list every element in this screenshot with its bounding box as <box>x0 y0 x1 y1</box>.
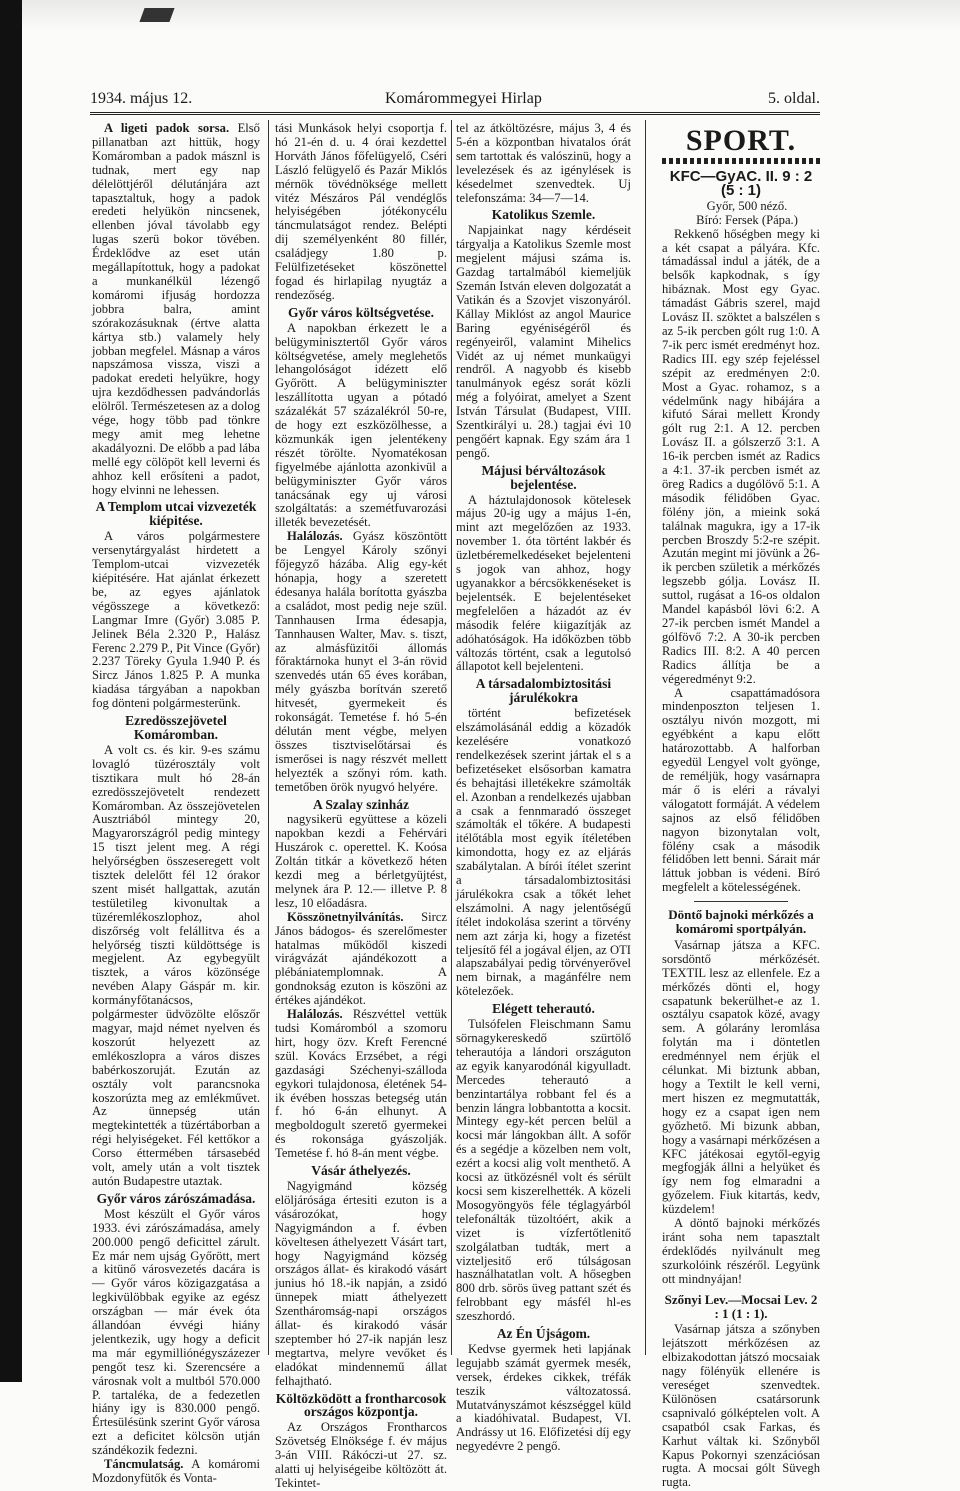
article-body <box>92 744 260 1189</box>
match-score: KFC—GyAC. II. 9 : 2 (5 : 1) <box>669 168 813 199</box>
article-title: A társadalombiztositási járulékokra <box>475 676 612 706</box>
article-title: Ezredösszejövetel Komáromban. <box>125 713 227 742</box>
article-body <box>275 530 447 794</box>
article-body: Vasárnap játsza a KFC. sorsdöntő mérkőzését. TEXTIL lesz az ellenfele. Ez a mérkőzés dönti el, hogy csapatunk bekerülhet-e az 1. osztályu csapatok közé, avagy sem. A gólarány leromlása folytán ma i döntetlen eredménnyel nem érjük el célunkat. Mi biztunk abban, hogy a Textilt le kell verni, mert hiszen ez megmutatták, hogy ez a csapat igen nem győzhető. Mi bizunk abban, hogy a vasárnapi mérkőzésen a KFC játékosai egytől-egyig megfogják állni a helyüket és így nem fog elmaradni a győzelem. Fiuk kitartás, kedv, küzdelem! <box>662 937 820 1217</box>
page-header <box>90 90 820 112</box>
article-body <box>275 1421 447 1491</box>
article-headword: Kösszönetnyilvánítás. <box>287 909 404 924</box>
article-text: Sircz János bádogos- és szerelőmester hatalmas működől kiszedi virágvázát ajándékozott a plébániatemplomnak. A gondnokság ezuton is köszöni az értékes ajándékot. <box>275 909 447 1008</box>
article-title: Az Én Újságom. <box>496 1326 591 1342</box>
article-title: Májusi bérváltozások bejelentése. <box>481 462 606 492</box>
article-text: tási Munkások helyi csoportja f. hó 21-én d. u. 4 órai kezdettel Horváth János főfelügyelő, Cséri László felügyelő és Pazár Miklós mérnök tövédnöksége mellett vitéz Mészáros Pál vendéglős helyiségében jótékonycélu táncmulatságot rendez. Belépti dij személyenként 80 fillér, családjegy 1.80 p. Felülfizetéseket köszönettel fogad és hirlapilag nyugtáz a rendezőség. <box>275 121 447 302</box>
article-text: Az Országos Frontharcos Szövetség Elnöksége f. év május 3-án VIII. Rákóczi-ut 27. sz. alatti uj helyiségeibe költözött át. Tekintet- <box>275 1420 447 1490</box>
article-title: A Templom utcai vizvezeték kiépitése. <box>95 499 257 529</box>
column-rule <box>268 120 269 1355</box>
article-title: A Szalay szinház <box>312 796 409 812</box>
article-title: Győr város zárószámadása. <box>96 1190 256 1206</box>
header-date: 1934. május 12. <box>90 90 193 107</box>
article-title: Szőnyi Lev.—Mocsai Lev. 2 : 1 (1 : 1). <box>664 1291 818 1321</box>
article-body <box>275 813 447 910</box>
match-venue: Győr, 500 néző. <box>706 198 788 213</box>
article-body <box>275 122 447 303</box>
article-text: Kedvse gyermek heti lapjának legujabb számát gyermek mesék, versek, érdekes cikkek, tréfák teszik változatossá. Mutatványszámot készséggel küld a kiadóhivatal. Budapest, VI. Andrássy ut 16. Előfizetési díj egy negyedévre 2 pengő. <box>456 1341 631 1454</box>
article-text: Most készült el Győr város 1933. évi zárószámadása, amely 200.000 pengő deficittel zárult. Ez már nem ujság Győrött, mert a kitünő városvezetés dacára is — Győr város közigazgatása a legkivülöbbak egyike az egész országban — már évek óta állandóan évvégi hiány jelentkezik, ugy hogy a deficit ma már egymilliónégyszázezer pengőt tesz ki. Szerencsére a városnak volt a multból 570.000 P. tartaléka, de a fedezetlen hiány igy is 830.000 pengő. Értesülésünk szerint Győr városa ezt a deficitet kölcsön utján szándékozik fedezni. <box>92 1206 260 1458</box>
article-headword: Halálozás. <box>287 529 343 544</box>
article-headword: A ligeti padok sorsa. <box>104 121 230 135</box>
article-body <box>92 530 260 711</box>
scan-smudge <box>139 8 174 22</box>
divider <box>694 901 789 902</box>
column-rule <box>451 120 452 1355</box>
column-3 <box>456 122 631 1454</box>
match-report: A csapattámadósora mindenposzton teljesen 1. osztályu nivón mozgott, mi egyébként a kapu előtt határozottabb. A halforban egyedül Lengyel volt gyönge, de reméljük, hogy vasárnapra már ő is eléri a rávalyi válogatott formáját. A védelem sajnos az első félidőben nagyon bizonytalan volt, fölény csak a második félidőben lett benni. Sárait már láttuk jobban is védeni. Bíró megfelelt a kötelességének. <box>662 685 820 895</box>
article-body <box>275 322 447 531</box>
article-text: történt befizetések elszámolásánál eddig a közadók kezelésére vonatkozó rendelkezések szerint jártak el s a befizetéseket elsősorban kamatra és behajtási illetékekre számolták el. Azonban a rendelkezés ujabban a csak a fennmaradó összeget számolták el tőkére. A budapesti itélőtábla most egyik ítéletében kimondotta, hogy ez az eljárás szabálytalan. A bírói ítélet szerint a társadalombiztositási járulékokra csak a tőkét lehet elszámolni. A nagy jelentőségű ítélet indokolása szerint a törvény nem azt zárja ki, hogy a fizetést teljesítő fél a jogával éljen, az OTI alapszabályai pedig törvényerővel nem birnak, a magánfélre nem kötelezőek. <box>456 706 631 999</box>
article-title: Döntő bajnoki mérkőzés a komáromi sportpályán. <box>668 907 814 937</box>
article-text: Napjainkat nagy kérdéseit tárgyalja a Katolikus Szemle most megjelent májusi száma is. Gazdag tartalmából kiemeljük Szemán István eleven dolgozatát a Vatikán és a Szovjet viszonyáról. Kállay Miklóst az angol Maurice Baring egyéniségéről és regényeiről, valamint Mihelics Vidét az uj német munkaügyi rendről. A nagyobb és kisebb tanulmányok egész sorát közli még a folyóirat, amelyet a Szent István Társulat (Budapest, VIII. Szentkirályi u. 28.) tagjai évi 10 pengőért kapnak. Egy szám ára 1 pengő. <box>456 223 631 460</box>
article-body <box>275 1180 447 1389</box>
column-rule <box>645 120 646 1355</box>
article-text: A háztulajdonosok kötelesek május 20-ig ugy a május 1-én, mint azt megelőzően az 1933. november 1. óta történt lakbér és üzletbéremelkedéseket bejelenteni s jogok van ahhoz, hogy ugyanakkor a bércsökkenéseket is bejelentsék. E bejelentéseket megfelelően a házadót az év második felére kiigazítják az adóhatóságok. Ha időközben több változás történt, csak a legutolsó állapotot kell bejelenteni. <box>456 492 631 674</box>
article-body <box>456 224 631 460</box>
article-text: A város polgármestere versenytárgyalást hirdetett a Templom-utcai vizvezeték kiépitésére. Hat ajánlat érkezett be, az egyes ajánlatok végösszege a következő: Langmar Imre (Győr) 3.085 P. Jelinek Béla 2.320 P., Halász Ferenc 2.279 P., Pit Vince (Győr) 2.237 Töreky Gyula 1.940 P. és Sircz János 1.825 P. A munka kiadása tárgyában a napokban fog dönteni polgármesterünk. <box>92 529 260 711</box>
article-body <box>456 1343 631 1454</box>
article-text: Első pillanatban azt hittük, hogy Komáromban a padok másznl is tudnak, mert egy nap délelöttjéről délutánjára azt tapasztaltuk, hogy a padok eredeti helyükön nincsenek, ellenben jóval távolabb egy lugas szerü bokor tövében. Érdeklődve az eset után megállapítottuk, hogy a padokat a munkanélkül lézengő komáromi ifjuság hordozza jobbra balra, amint szórakozásuknak (értve alatta kártya stb.) valamely hely jobban megfelel. Másnap a város napszámosa vissza, viszi a padokat eredeti helyükre, hogy ujra kezdődhessen padvándorlás elölről. Természetesen az a dolog vége, hogy több pad tönkre megy amit meg lehetne akadályozni. De előbb a pad lába mellé egy cölöpöt kell leverni és ahhoz kell erősíteni a padot, hogy elvinni ne lehessen. <box>92 121 260 497</box>
article-title: Vásár áthelyezés. <box>311 1163 411 1179</box>
column-2 <box>275 122 447 1491</box>
wavy-rule <box>662 158 820 164</box>
header-rule <box>90 112 820 115</box>
article-text: nagysikerü együttese a közeli napokban kezdi a Fehérvári Huszárok c. operettel. K. Koósa Zoltán titkár a következő héten kezdi meg a bérletgyüjtést, melynek ára P. 12.— illetve P. 8 lesz, 10 előadásra. <box>275 812 447 910</box>
column-4-sport <box>662 122 820 1490</box>
article-headword: Táncmulatság. <box>104 1457 184 1472</box>
article-body: Vasárnap játsza a szőnyben lejátszott mérkőzésen az elbizakodottan játszó mocsaiak nagy fölényük ellenére is vereséget szenvedtek. Különösen csatársorunk csapnivaló gólképtelen volt. A csapatból csak Farkas, és Karhut váltak ki. Szőnyből Kapus Pokornyi szenzációsan rugta. A mocsai gólt Süvegh rugta. <box>662 1322 820 1490</box>
match-report: Rekkenő hőségben megy ki a két csapat a pályára. Kfc. támadással indul a játék, de a belsők kapkodnak, s így hibáznak. Most egy Gyac. támadást Gábris szerel, majd Lovász II. szöktet a balszélen s az 5-ik percben gólt rug 1:0. A 7-ik perc ismét eredményt hoz. Radics III. egy szép fejeléssel szépit az eredményen 2:0. Most a Gyac. rohamoz, s a védelműnk nagy hibájára a kifutó Sárai mellett Krondy gólt rug 2:1. A 12. percben Lovász II. a gólszerző 3:1. A 16-ik percben ismét az Radics a 4:1. 37-ik percben ismét az öreg Radics a dugólövő 5:1. A második félidőben Gyac. fölény jön, a mieink soká találnak magukra, igy a 17-ik percben Broszdy 5:2-re szépit. Azután megint mi jövünk a 26-ik percben születik a mérkőzés legszebb gólja. Lovász II. suttol, rugásat a 16-os oldalon Mandel kapásból lövi 6:2. A 27-ik percben ismét Mandel a gólfövő 7:2. A 30-ik percben Radics III. 8:2. A 40 percen Radics állítja be a végeredményt 9:2. <box>662 226 820 686</box>
article-text: A komáromi Mozdonyfütők és Vonta- <box>92 1457 260 1485</box>
article-title: Katolikus Szemle. <box>491 207 596 223</box>
scanner-edge <box>0 0 22 1382</box>
article-text: A napokban érkezett le a belügyminisztertől Győr város költségvetése, amely meglehetős lehangolóságot idézett elő Győrött. A belügyminiszter leszállította ugyan a pótadó százalékát 57 százalékról 50-re, de hogy ezt eszközölhesse, a közmunkák igen jelentékeny részét törölte. Nyomatékosan figyelmébe ajánlotta azonkivül a belügyminiszter Győr város tanácsának egy uj városi szolgáltatás: a szemétfuvarozási illeték bevezetését. <box>275 320 447 530</box>
sport-title: SPORT. <box>685 124 797 157</box>
article-body <box>92 122 260 497</box>
article-body <box>92 1208 260 1458</box>
article-text: tel az átköltözésre, május 3, 4 és 5-én a központban hivatalos órát sem tartottak és valószinü, hogy a levelezések és az igénylések is késedelmet szenvedtek. Uj telefonszáma: 34—7—14. <box>456 121 631 205</box>
match-referee: Bíró: Fersek (Pápa.) <box>696 212 798 227</box>
article-body <box>92 1458 260 1486</box>
article-text: Részvéttel vettük tudsi Komáromból a szomoru hirt, hogy özv. Kreft Ferencné szül. Kovács Erzsébet, a régi gazdasági Széchenyi-szálloda egykori tulajdonosa, életének 54-ik évében hosszas betegség után f. hó 6-án elhunyt. A megboldogult szerető gyermekei és rokonsága gyászolják. Temetése f. hó 8-án ment végbe. <box>275 1007 447 1161</box>
article-body <box>275 911 447 1008</box>
article-body <box>456 1018 631 1324</box>
column-1 <box>92 122 260 1486</box>
header-page-number: 5. oldal. <box>768 90 820 107</box>
header-paper-name: Komárommegyei Hirlap <box>385 90 542 107</box>
article-text: Tulsófelen Fleischmann Samu sörnagykereskedő szürtölő teherautója a lándori országuton az egyik kanyarodónál kigyulladt. Mercedes teherautó a benzintartálya robbant fel és a benzin lángra lobbantotta a kocsit. Mintegy egy-két percen belül a kocsi már lángokban állt. A sofőr és a segédje a közelben nem volt, ezért a kocsi alig volt menthető. A kocsi az ütközésnél volt és sérült kocsi sem kiszerelhették. A közeli Mosogyöngyös féle téglagyárból telefonálták tüzoltóért, akik a vizet is vízfertőtlenitő szolgálatban tudták, mert a vizteljesitő erő túlságosan használhatatlan volt. A hősegben 800 drb. sörös üveg pattant szét és felrobbant egy másfél hl-es szeszhordó. <box>456 1017 631 1324</box>
article-text: Nagyigmánd község elöljárósága értesiti ezuton is a vásározókat, hogy Nagyigmándon a f. évben köveltesen áthelyezett Vásárt tart, hogy Nagyigmánd község országos állat- és kirakodó vásárt junius hó 18.-ik napján, a zsidó ünnepek miatt áthelyezett Szentháromság-napi országos állat- és kirakodó vásár szeptember hó 27-ik napján lesz megtartva, melyre vevőket és eladókat mindennemű állat felhajtható. <box>275 1178 447 1388</box>
article-title: Költözködött a frontharcosok országos központja. <box>275 1390 447 1420</box>
article-body <box>456 494 631 675</box>
page-top-strip <box>22 0 960 30</box>
article-body <box>456 707 631 999</box>
article-body <box>275 1008 447 1161</box>
article-body: A döntő bajnoki mérkőzés iránt soha nem tapasztalt érdeklődés nyilvánult meg szurkolóink részéről. Legyünk ott mindnyájan! <box>662 1216 820 1286</box>
article-title: Győr város költségvetése. <box>287 304 435 320</box>
article-text: Gyász köszöntött be Lengyel Károly szőnyi főjegyző házába. Alig egy-két hónapja, hogy a szeretett édesanya halála borította gyászba a családot, most pedig neje szül. Tannhausen Irma édesapja, Tannhausen Walter, Mav. s. tiszt, az almásfüzitői állomás főraktárnoka hunyt el 3-án rövid szenvedés után 65 éves korában, mély gyászba borítván szerető hitvesét, gyermekeit és rokonságát. Temetése f. hó 5-én délután ment végbe, melyen összes tisztviselőtársai és ismerősei is nagy részvét mellett helyezték a szőnyi róm. kath. temetőben örök nyugvó helyére. <box>275 529 447 794</box>
article-text: A volt cs. és kir. 9-es számu lovagló tüzérosztály volt tisztikara mult hó 28-án ezredösszejövetelt rendezett Komáromban. Az összejövetelen Ausztriából mintegy 20, Magyarországról pedig mintegy 15 tiszt jelent meg. A régi helyőrségben összeseregett volt tisztek delelőtt fél 12 órakor szent misét hallgattak, azután testületileg kivonultak a tüzéremlékoszlophoz, ahol diszőrség volt felállitva és a helyőrség tiszti küldöttsége is megjelent. Az egybegyült tisztek, a város közönsége nevében Alapy Gáspár m. kir. kormányfőtanácsos, polgármester üdvözölte előszőr magyar, majd német nyelven és koszorút helyezett az emlékoszlopra a város diszes babérkoszoruját. Ezután az osztály volt parancsnoka koszorúzta meg az emlékművet. Az ünnepség után megtekintették a tüzértáborban a régi helyiségeket. Fél kettőkor a Corso éttermében társasebéd volt, amely után a volt tisztek autón Budapestre utaztak. <box>92 742 260 1188</box>
article-title: Elégett teherautó. <box>492 1001 595 1017</box>
article-body <box>456 122 631 205</box>
article-headword: Halálozás. <box>287 1007 343 1022</box>
